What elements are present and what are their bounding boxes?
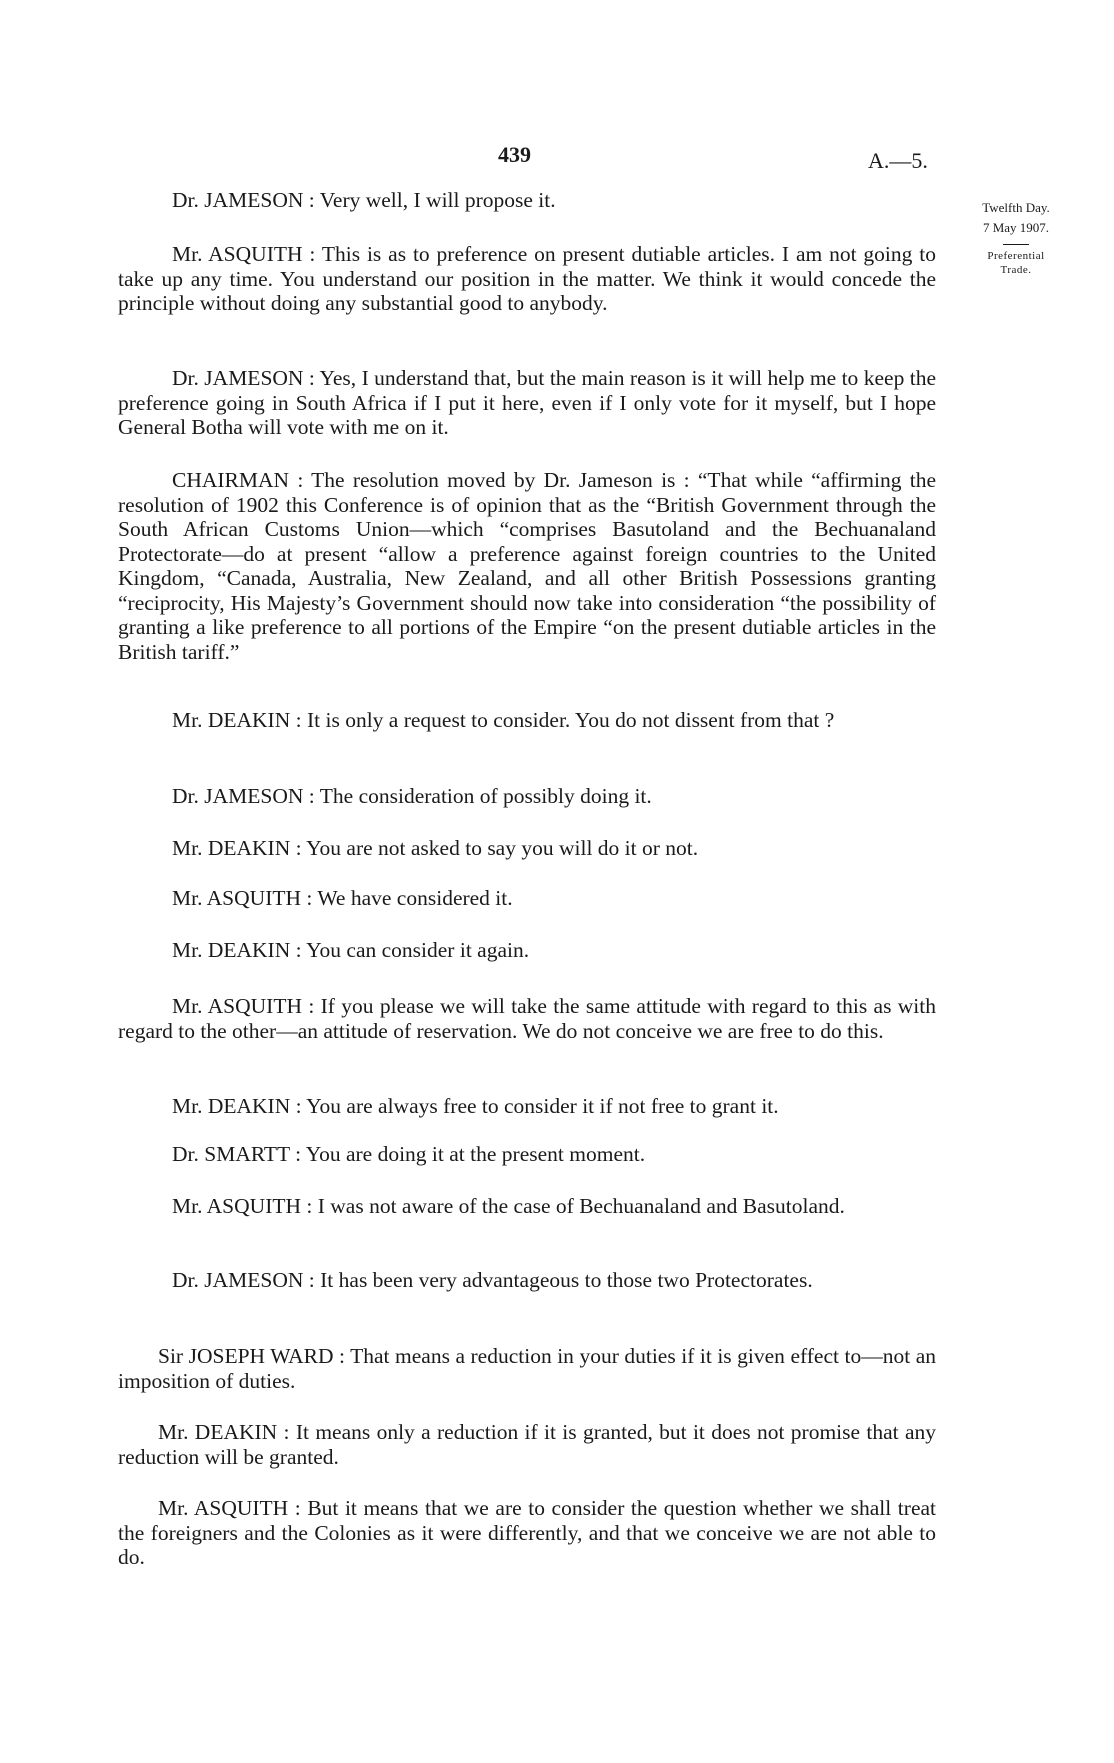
paragraph <box>118 836 936 861</box>
document-reference: A.—5. <box>868 148 928 173</box>
page-number: 439 <box>498 142 531 167</box>
speech-text: It has been very advantageous to those two Protectorates. <box>320 1268 813 1292</box>
speech-text: Yes, I understand that, but the main reason is it will help me to keep the preference going in South Africa if I put it here, even if I only vote for it myself, but I hope General Botha will vote with me on it. <box>118 366 937 439</box>
speaker-name: Mr. DEAKIN : <box>172 708 302 732</box>
paragraph <box>118 242 936 316</box>
speech-text: The resolution moved by Dr. Jameson is : “That while “affirming the resolution of 1902 this Conference is of opinion that as the “British Government through the South African Customs Union—which “comprises Basutoland and the Bechuanaland Protectorate—do at present “allow a preference against foreign countries to the United Kingdom, “Canada, Australia, New Zealand, and all other British Possessions granting “reciprocity, His Majesty’s Government should now take into consideration “the possibility of granting a like preference to all portions of the Empire “on the present dutiable articles in the British tariff.” <box>118 468 936 664</box>
paragraph <box>118 1094 936 1119</box>
speaker-name: Dr. JAMESON : <box>172 366 315 390</box>
paragraph <box>118 994 936 1043</box>
margin-date: 7 May 1907. <box>982 220 1050 235</box>
speech-text: It means only a reduction if it is granted, but it does not promise that any reduction will be granted. <box>118 1420 937 1469</box>
paragraph <box>118 1496 936 1570</box>
paragraph <box>118 784 936 809</box>
paragraph <box>118 468 936 664</box>
paragraph <box>118 366 936 440</box>
margin-topic-line1: Preferential <box>987 250 1045 262</box>
speaker-name: Mr. ASQUITH : <box>172 886 313 910</box>
speech-text: I was not aware of the case of Bechuanaland and Basutoland. <box>317 1194 845 1218</box>
speaker-name: CHAIRMAN : <box>172 468 304 492</box>
speech-text: You are not asked to say you will do it or not. <box>306 836 699 860</box>
speech-text: This is as to preference on present dutiable articles. I am not going to take up any time. You understand our position in the matter. We think it would concede the principle without doing any substantial good to anybody. <box>118 242 936 315</box>
paragraph <box>118 708 936 733</box>
paragraph <box>118 938 936 963</box>
speaker-name: Mr. DEAKIN : <box>172 1094 302 1118</box>
paragraph <box>118 188 936 213</box>
speaker-name: Mr. ASQUITH : <box>172 1194 313 1218</box>
speech-text: But it means that we are to consider the question whether we shall treat the foreigners and the Colonies as it were differently, and that we conceive we are not able to do. <box>118 1496 937 1569</box>
paragraph <box>118 1420 936 1469</box>
speaker-name: Mr. ASQUITH : <box>172 994 315 1018</box>
speaker-name: Mr. DEAKIN : <box>172 938 302 962</box>
speaker-name: Dr. JAMESON : <box>172 1268 315 1292</box>
margin-note <box>955 198 1077 277</box>
speech-text: We have considered it. <box>317 886 513 910</box>
paragraph <box>118 1142 936 1167</box>
speaker-name: Mr. DEAKIN : <box>172 836 302 860</box>
speaker-name: Dr. JAMESON : <box>172 784 315 808</box>
speech-text: You can consider it again. <box>306 938 530 962</box>
speaker-name: Mr. ASQUITH : <box>172 242 316 266</box>
speaker-name: Sir JOSEPH WARD : <box>158 1344 345 1368</box>
speech-text: That means a reduction in your duties if it is given effect to—not an imposition of duties. <box>118 1344 936 1393</box>
speech-text: The consideration of possibly doing it. <box>319 784 652 808</box>
margin-rule <box>1003 244 1029 245</box>
paragraph <box>118 1344 936 1393</box>
speech-text: It is only a request to consider. You do not dissent from that ? <box>306 708 835 732</box>
speech-text: You are always free to consider it if not free to grant it. <box>306 1094 779 1118</box>
speaker-name: Mr. DEAKIN : <box>158 1420 290 1444</box>
speaker-name: Mr. ASQUITH : <box>158 1496 301 1520</box>
speaker-name: Dr. JAMESON : <box>172 188 315 212</box>
speech-text: If you please we will take the same attitude with regard to this as with regard to the other—an attitude of reservation. We do not conceive we are free to do this. <box>118 994 936 1043</box>
paragraph <box>118 1194 936 1219</box>
speaker-name: Dr. SMARTT : <box>172 1142 302 1166</box>
paragraph <box>118 1268 936 1293</box>
speech-text: You are doing it at the present moment. <box>305 1142 646 1166</box>
margin-day: Twelfth Day. <box>982 200 1050 215</box>
margin-topic-line2: Trade. <box>1000 264 1032 276</box>
paragraph <box>118 886 936 911</box>
speech-text: Very well, I will propose it. <box>319 188 556 212</box>
